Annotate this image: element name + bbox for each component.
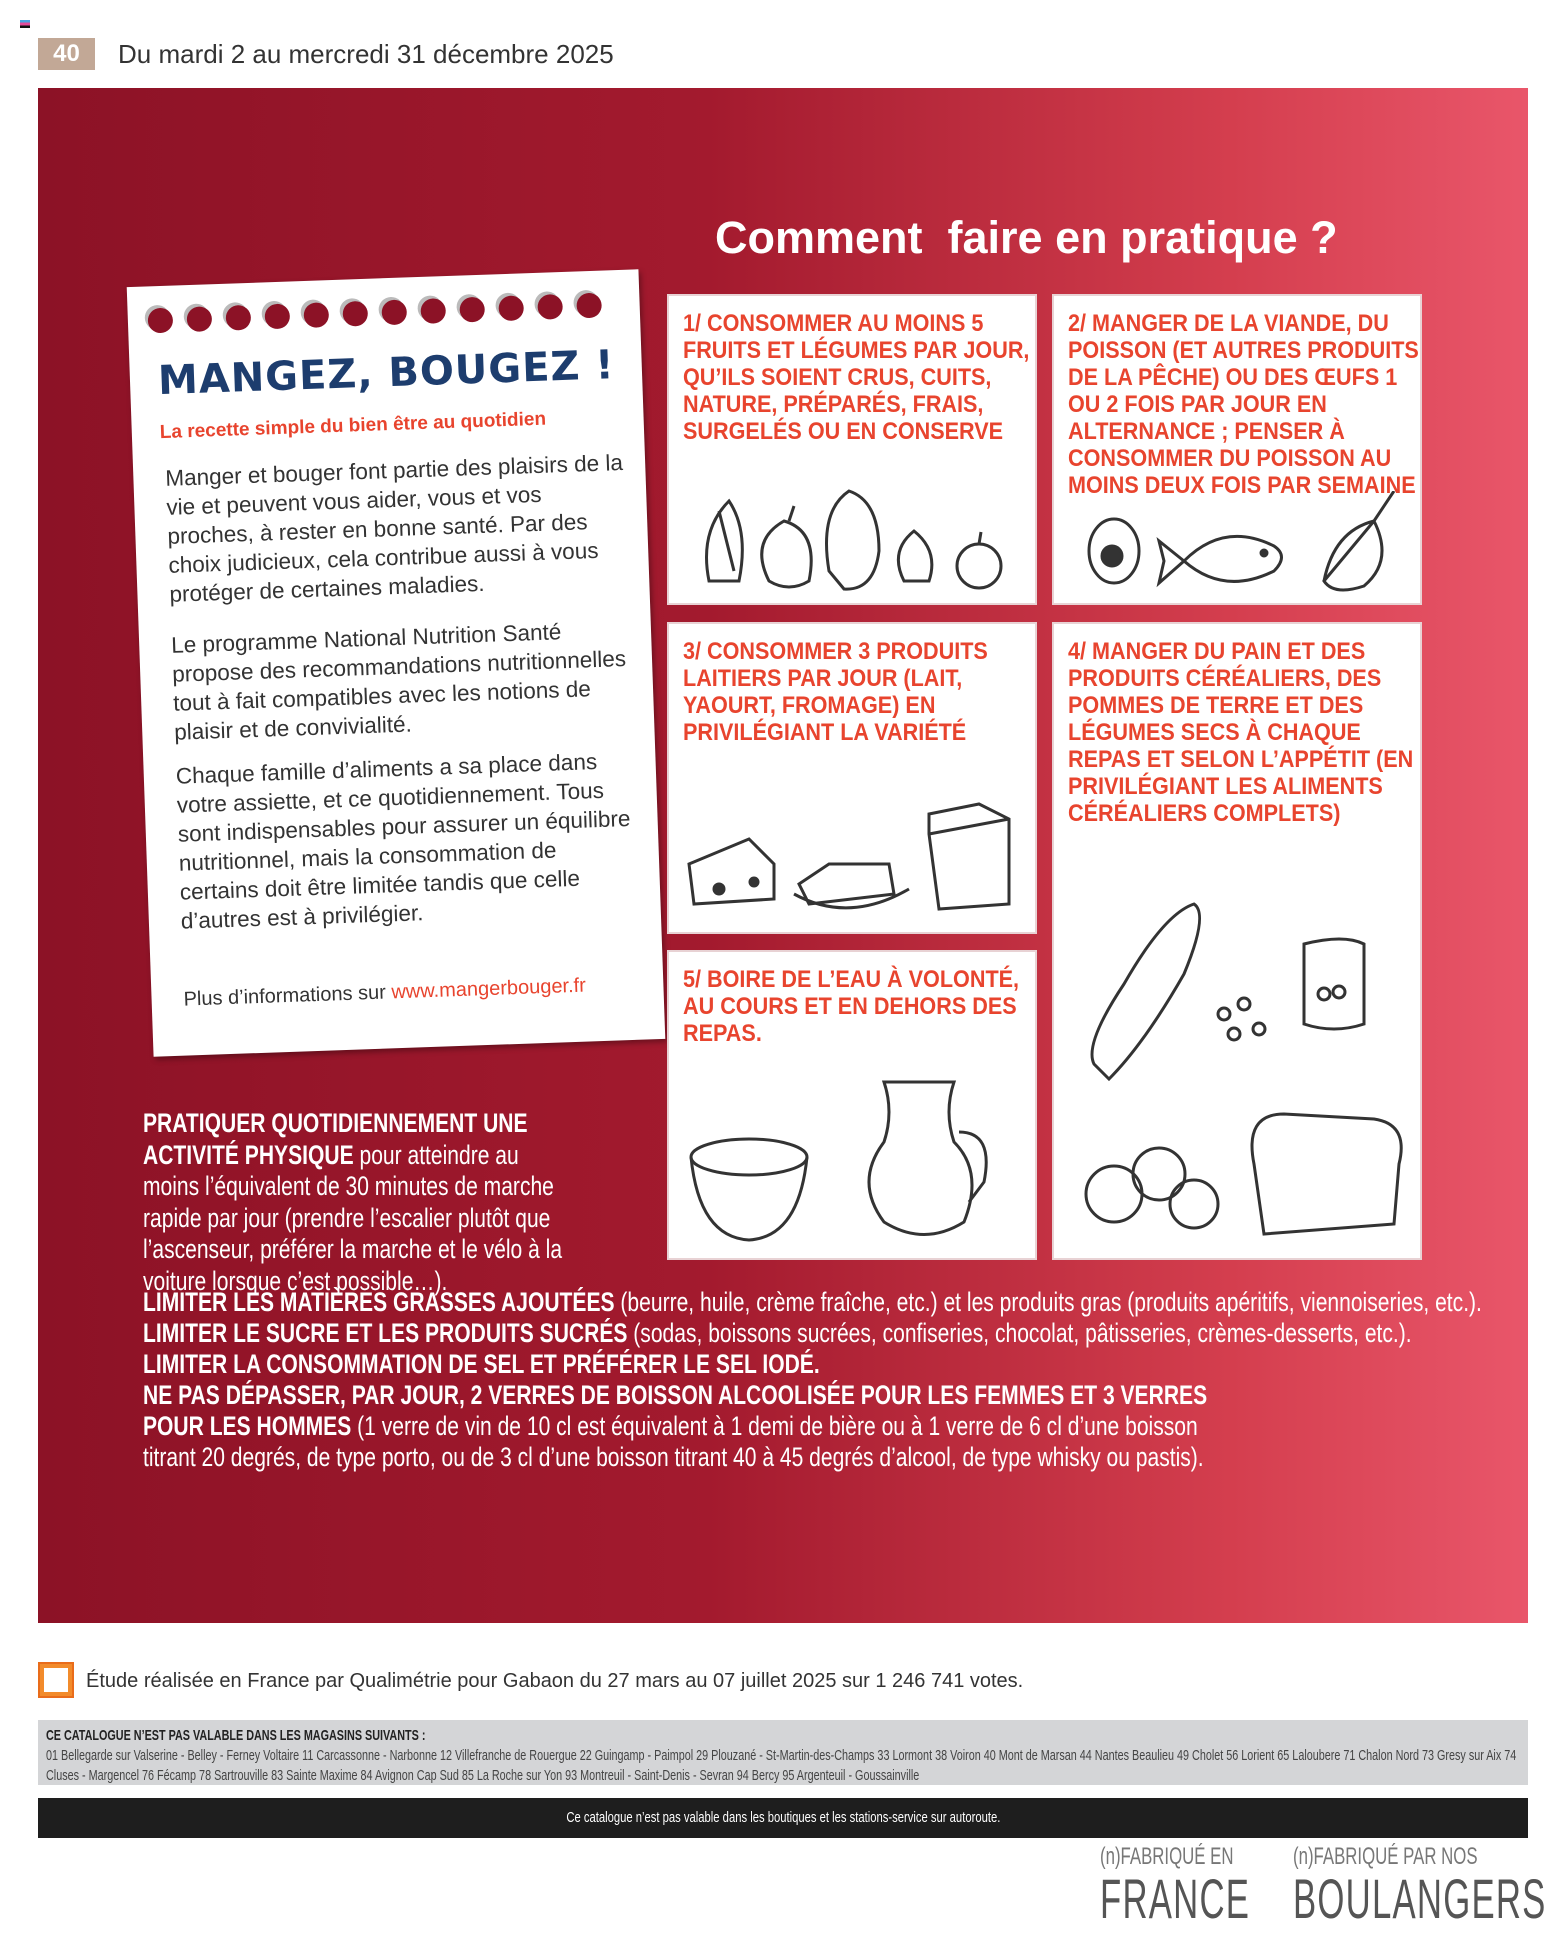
note-paragraph: Chaque famille d’aliments a sa place dans votre assiette, et ce quotidiennement. Tous sont indispensables pour assurer un équilibre nutritionnel, mais la consommation de certains doit être limitée tandis que celle d’autres est à privilégier. [175, 749, 631, 934]
tip-box-protein [1052, 294, 1422, 605]
tip-text: 5/ BOIRE DE L’EAU À VOLONTÉ, AU COURS ET EN DEHORS DES REPAS. [683, 966, 1020, 1047]
excluded-stores [38, 1720, 1528, 1785]
bowl-pitcher-illustration [684, 1062, 1024, 1252]
limit-salt: LIMITER LA CONSOMMATION DE SEL ET PRÉFÉRER LE SEL IODÉ. [143, 1349, 820, 1379]
limit-alcohol: NE PAS DÉPASSER, PAR JOUR, 2 VERRES DE BOISSON ALCOOLISÉE POUR LES FEMMES ET 3 VERRES POUR LES HOMMES (1 verre de vin de 10 cl est équivalent à 1 demi de bière ou à 1 verre de 6 cl d’une boisson titrant 20 degrés, de type porto, ou de 3 cl d’une boisson titrant 40 à 45 degrés d’alcool, de type whisky ou pastis). [143, 1380, 1208, 1472]
note-paragraph: Le programme National Nutrition Santé propose des recommandations nutritionnelles tout à fait compatibles avec les notions de plaisir et de convivialité. [170, 619, 627, 745]
fabrique-en-france-logo: (n)FABRIQUÉ EN FRANCE [1100, 1843, 1251, 1930]
limit-sugar: LIMITER LE SUCRE ET LES PRODUITS SUCRÉS (sodas, boissons sucrées, confiseries, chocolat, pâtisseries, crèmes-desserts, etc.). [143, 1318, 1412, 1348]
excluded-stores-heading: CE CATALOGUE N’EST PAS VALABLE DANS LES MAGASINS SUIVANTS : [46, 1727, 426, 1744]
catalogue-notice-bar: Ce catalogue n’est pas valable dans les boutiques et les stations-service sur autoroute. [38, 1798, 1528, 1838]
more-info-label: Plus d’informations sur [183, 981, 392, 1011]
fruits-vegetables-illustration [689, 471, 1029, 596]
study-logo-icon [38, 1662, 74, 1698]
notebook-card [127, 269, 666, 1056]
egg-fish-meat-illustration [1074, 491, 1414, 596]
tip-box-cereals [1052, 622, 1422, 1260]
study-note: Étude réalisée en France par Qualimétrie pour Gabaon du 27 mars au 07 juillet 2025 sur 1 246 741 votes. [86, 1670, 1024, 1692]
tip-box-fruits-vegetables [667, 294, 1037, 605]
excluded-stores-list: 01 Bellegarde sur Valserine - Belley - Ferney Voltaire 11 Carcassonne - Narbonne 12 Villefranche de Rouergue 22 Guingamp - Paimpol 29 Plouzané - St-Martin-des-Champs 33 Lormont 38 Voiron 40 Mont de Marsan 44 Nantes Beaulieu 49 Cholet 56 Lorient 65 Laloubere 71 Chalon Nord 73 Gresy sur Aix 74 Cluses - Margencel 76 Fécamp 78 Sartrouville 83 Sainte Maxime 84 Avignon Cap Sud 85 La Roche sur Yon 93 Montreuil - Saint-Denis - Sevran 94 Bercy 95 Argenteuil - Goussainville [46, 1747, 1517, 1784]
tip-box-water [667, 950, 1037, 1260]
print-color-mark [20, 20, 30, 28]
note-paragraph: Manger et bouger font partie des plaisirs de la vie et peuvent vous aider, vous et vos proches, à rester en bonne santé. Par des choix judicieux, cela contribue aussi à vous protéger de certaines maladies. [164, 449, 624, 607]
tip-text: 2/ MANGER DE LA VIANDE, DU POISSON (ET AUTRES PRODUITS DE LA PÊCHE) OU DES ŒUFS 1 OU 2 FOIS PAR JOUR EN ALTERNANCE ; PENSER À CONSOMMER DU POISSON AU MOINS DEUX FOIS PAR SEMAINE [1068, 310, 1419, 499]
limits-advice [143, 1287, 1524, 1473]
fabrique-par-nos-boulangers-logo: (n)FABRIQUÉ PAR NOS BOULANGERS [1293, 1843, 1547, 1930]
note-subtitle: La recette simple du bien être au quotidien [159, 408, 547, 444]
panel-title: Comment faire en pratique ? [715, 212, 1338, 263]
dairy-illustration [679, 764, 1029, 924]
mangerbouger-link[interactable]: www.mangerbouger.fr [390, 974, 587, 1004]
limit-fats: LIMITER LES MATIÈRES GRASSES AJOUTÉES (beurre, huile, crème fraîche, etc.) et les produits gras (produits apéritifs, viennoiseries, etc.). [143, 1287, 1482, 1317]
physical-activity-advice: PRATIQUER QUOTIDIENNEMENT UNE ACTIVITÉ PHYSIQUE pour atteindre au moins l’équivalent de 30 minutes de marche rapide par jour (prendre l’escalier plutôt que l’ascenseur, préférer la marche et le vélo à la voiture lorsque c’est possible…). [143, 1108, 563, 1296]
bread-potatoes-legumes-illustration [1064, 864, 1414, 1254]
note-title: MANGEZ, BOUGEZ ! [157, 342, 616, 405]
date-range: Du mardi 2 au mercredi 31 décembre 2025 [118, 39, 614, 69]
tip-text: 3/ CONSOMMER 3 PRODUITS LAITIERS PAR JOUR (LAIT, YAOURT, FROMAGE) EN PRIVILÉGIANT LA VARIÉTÉ [683, 638, 988, 746]
tip-box-dairy [667, 622, 1037, 934]
tip-text: 4/ MANGER DU PAIN ET DES PRODUITS CÉRÉALIERS, DES POMMES DE TERRE ET DES LÉGUMES SECS À CHAQUE REPAS ET SELON L’APPÉTIT (EN PRIVILÉGIANT LES ALIMENTS CÉRÉALIERS COMPLETS) [1068, 638, 1414, 827]
page-number-badge: 40 [38, 38, 95, 70]
notebook-rings [147, 293, 602, 334]
tip-text: 1/ CONSOMMER AU MOINS 5 FRUITS ET LÉGUMES PAR JOUR, QU’ILS SOIENT CRUS, CUITS, NATURE, PRÉPARÉS, FRAIS, SURGELÉS OU EN CONSERVE [683, 310, 1030, 445]
